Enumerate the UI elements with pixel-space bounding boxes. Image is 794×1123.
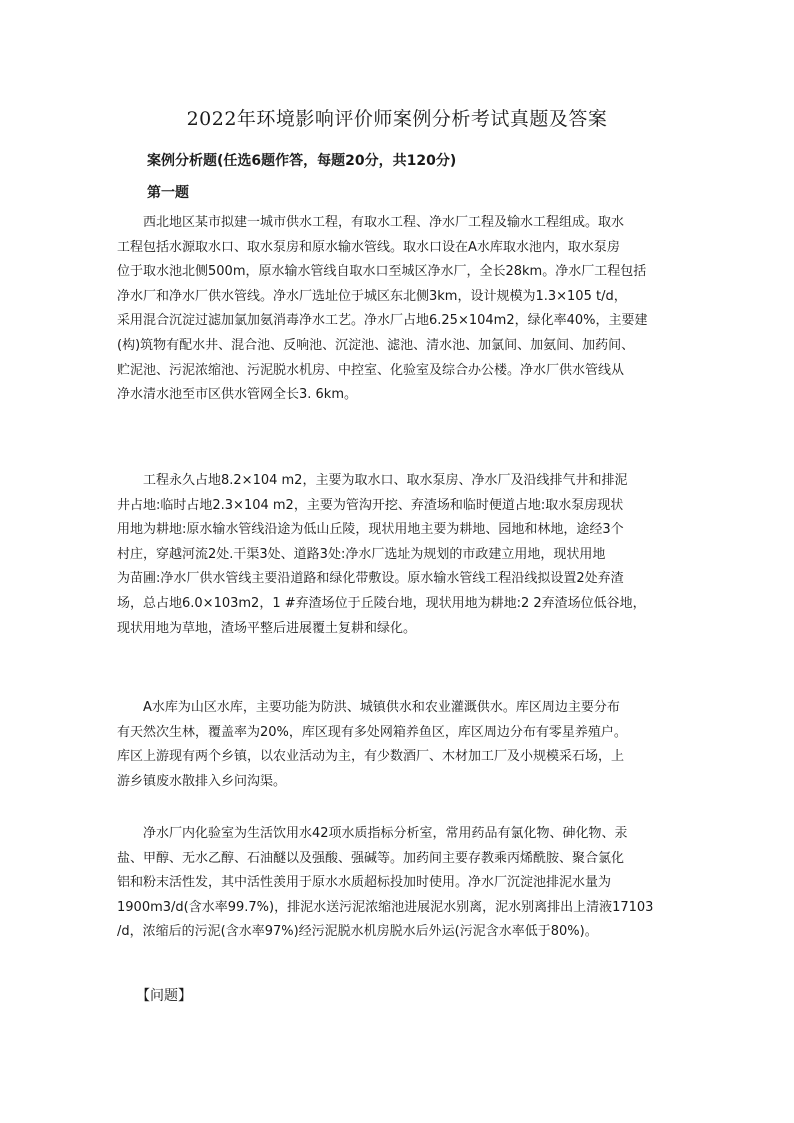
section-heading: 案例分析题(任选6题作答，每题20分，共120分) [147, 153, 457, 169]
problem-label: 【问题】 [136, 988, 192, 1004]
text-line: 用地为耕地:原水输水管线沿途为低山丘陵，现状用地主要为耕地、园地和林地，途经3个 [117, 522, 624, 538]
text-line: 盐、甲醇、无水乙醇、石油醚以及强酸、强碱等。加药间主要存教乘丙烯酰胺、聚合氯化 [117, 850, 625, 866]
text-line: A水库为山区水库，主要功能为防洪、城镇供水和农业灌溉供水。库区周边主要分布 [117, 700, 620, 715]
question-heading: 第一题 [147, 185, 189, 201]
text-line: 游乡镇废水散排入乡问沟渠。 [117, 773, 287, 789]
text-line: 为苗圃:净水厂供水管线主要沿道路和绿化带敷设。原水输水管线工程沿线拟设置2处弃渣 [117, 571, 624, 587]
text-line: 井占地:临时占地2.3×104 m2，主要为管沟开挖、弃渣场和临时便道占地:取水泵房现状 [117, 497, 624, 513]
paragraph-reservoir [117, 696, 677, 794]
text-line: 贮泥池、污泥浓缩池、污泥脱水机房、中控室、化验室及综合办公楼。净水厂供水管线从 [117, 362, 625, 378]
document-title: 2022年环境影响评价师案例分析考试真题及答案 [186, 108, 608, 130]
text-line: 净水清水池至市区供水管网全长3. 6km。 [117, 387, 357, 403]
text-line: 场，总占地6.0×103m2，1 #弃渣场位于丘陵台地，现状用地为耕地:2 2弃渣场位低谷地， [117, 595, 646, 611]
text-line: 位于取水池北侧500m，原水输水管线自取水口至城区净水厂，全长28km。净水厂工程包括 [117, 264, 647, 280]
text-line: 有天然次生林，覆盖率为20%，库区现有多处网箱养鱼区，库区周边分布有零星养殖户。 [117, 724, 627, 740]
text-line: 现状用地为草地，渣场平整后进展覆土复耕和绿化。 [117, 620, 417, 636]
text-line: 1900m3/d(含水率99.7%)，排泥水送污泥浓缩池进展泥水别离，泥水别离排出上清液17103 [117, 899, 654, 915]
paragraph-project-overview [117, 211, 677, 408]
text-line: 铝和粉末活性发，其中活性羡用于原水水质超标投加时使用。净水厂沉淀池排泥水量为 [117, 875, 612, 891]
text-line: 采用混合沉淀过滤加氯加氨消毒净水工艺。净水厂占地6.25×104m2，绿化率40%，主要建 [117, 313, 648, 329]
text-line: (构)筑物有配水井、混合池、反响池、沉淀池、滤池、清水池、加氯间、加氨间、加药间、 [117, 337, 635, 353]
text-line: 工程包括水源取水口、取水泵房和原水输水管线。取水口设在A水库取水池内，取水泵房 [117, 239, 620, 255]
text-line: 工程永久占地8.2×104 m2，主要为取水口、取水泵房、净水厂及沿线排气井和排泥 [117, 473, 628, 488]
paragraph-land-use [117, 469, 677, 641]
text-line: 西北地区某市拟建一城市供水工程，有取水工程、净水厂工程及输水工程组成。取水 [117, 215, 625, 230]
text-line: 净水厂内化验室为生活饮用水42项水质指标分析室，常用药品有氯化物、砷化物、汞 [117, 826, 628, 841]
paragraph-laboratory [117, 822, 677, 945]
text-line: /d，浓缩后的污泥(含水率97%)经污泥脱水机房脱水后外运(污泥含水率低于80%)。 [117, 924, 598, 940]
text-line: 净水厂和净水厂供水管线。净水厂选址位于城区东北侧3km，设计规模为1.3×105 t/d， [117, 288, 627, 304]
text-line: 村庄，穿越河流2处.干渠3处、道路3处:净水厂选址为规划的市政建立用地，现状用地 [117, 546, 606, 562]
text-line: 库区上游现有两个乡镇，以农业活动为主，有少数酒厂、木材加工厂及小规模采石场，上 [117, 749, 625, 765]
